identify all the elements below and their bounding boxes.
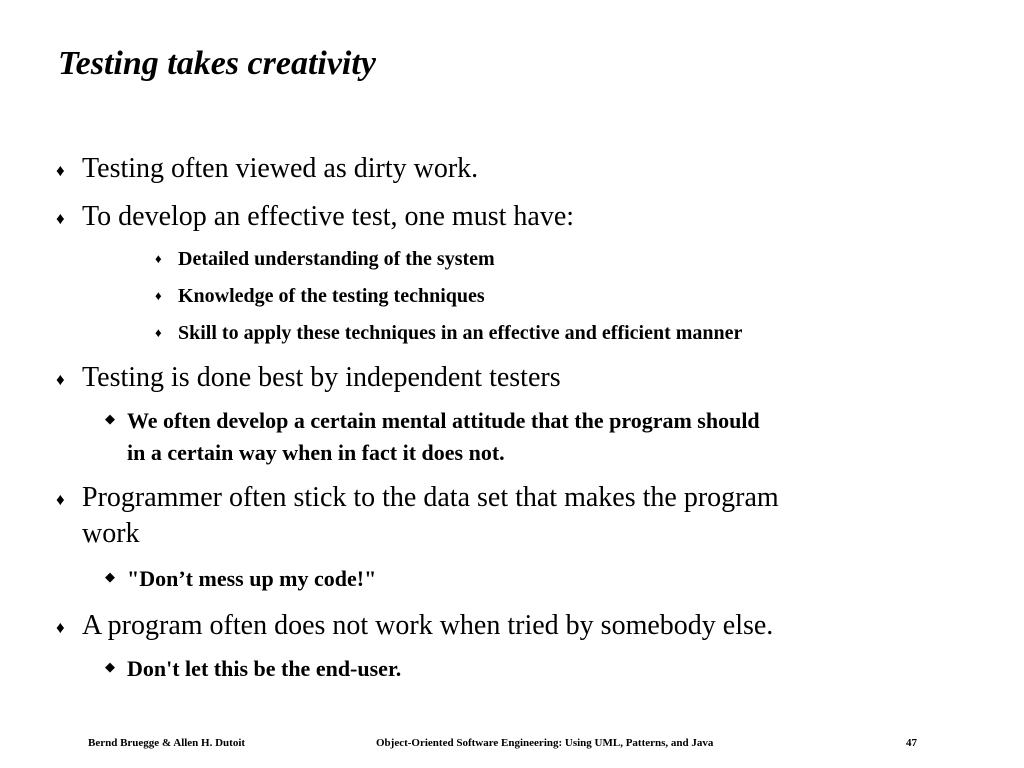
subbullet-understanding	[155, 244, 495, 274]
footer-authors: Bernd Bruegge & Allen H. Dutoit	[88, 737, 246, 749]
bullet-independent-testers	[56, 360, 561, 396]
diamond-bullet-icon: ♦	[155, 251, 162, 266]
subbullet-skill	[155, 318, 743, 348]
small-diamond-bullet-icon: ◆	[105, 569, 115, 584]
subbullet-mental-attitude	[105, 405, 760, 469]
diamond-bullet-icon: ♦	[56, 209, 65, 228]
subbullet-text: Detailed understanding of the system	[178, 248, 495, 270]
diamond-bullet-icon: ♦	[155, 288, 162, 303]
footer-page-number: 47	[906, 737, 917, 749]
small-diamond-bullet-icon: ◆	[105, 659, 115, 674]
bullet-text-line-1: Programmer often stick to the data set that makes the program	[82, 482, 779, 513]
subbullet-text: Skill to apply these techniques in an effective and efficient manner	[178, 322, 743, 344]
diamond-bullet-icon: ♦	[56, 490, 65, 509]
bullet-somebody-else	[56, 608, 774, 644]
subbullet-dont-mess	[105, 563, 377, 595]
bullet-dirty-work	[56, 151, 479, 187]
bullet-text-line-2: work	[82, 518, 140, 549]
diamond-bullet-icon: ♦	[155, 325, 162, 340]
bullet-text: A program often does not work when tried by somebody else.	[82, 610, 774, 641]
bullet-text: Testing is done best by independent testers	[82, 362, 561, 393]
subbullet-end-user	[105, 653, 402, 685]
bullet-effective-test	[56, 199, 575, 235]
bullet-text: Testing often viewed as dirty work.	[82, 153, 479, 184]
bullet-programmer-data-set	[56, 480, 779, 552]
diamond-bullet-icon: ♦	[56, 370, 65, 389]
subbullet-text-line-1: We often develop a certain mental attitude that the program should	[127, 408, 760, 433]
diamond-bullet-icon: ♦	[56, 161, 65, 180]
subbullet-text-line-2: in a certain way when in fact it does not.	[127, 440, 505, 465]
subbullet-text: Knowledge of the testing techniques	[178, 285, 485, 307]
subbullet-knowledge	[155, 281, 485, 311]
slide-title: Testing takes creativity	[58, 45, 376, 82]
diamond-bullet-icon: ♦	[56, 618, 65, 637]
footer-book-title: Object-Oriented Software Engineering: Using UML, Patterns, and Java	[376, 737, 714, 749]
subbullet-text: Don't let this be the end-user.	[127, 656, 402, 681]
small-diamond-bullet-icon: ◆	[105, 411, 115, 426]
bullet-text: To develop an effective test, one must have:	[82, 201, 575, 232]
subbullet-text: "Don’t mess up my code!"	[127, 566, 377, 591]
